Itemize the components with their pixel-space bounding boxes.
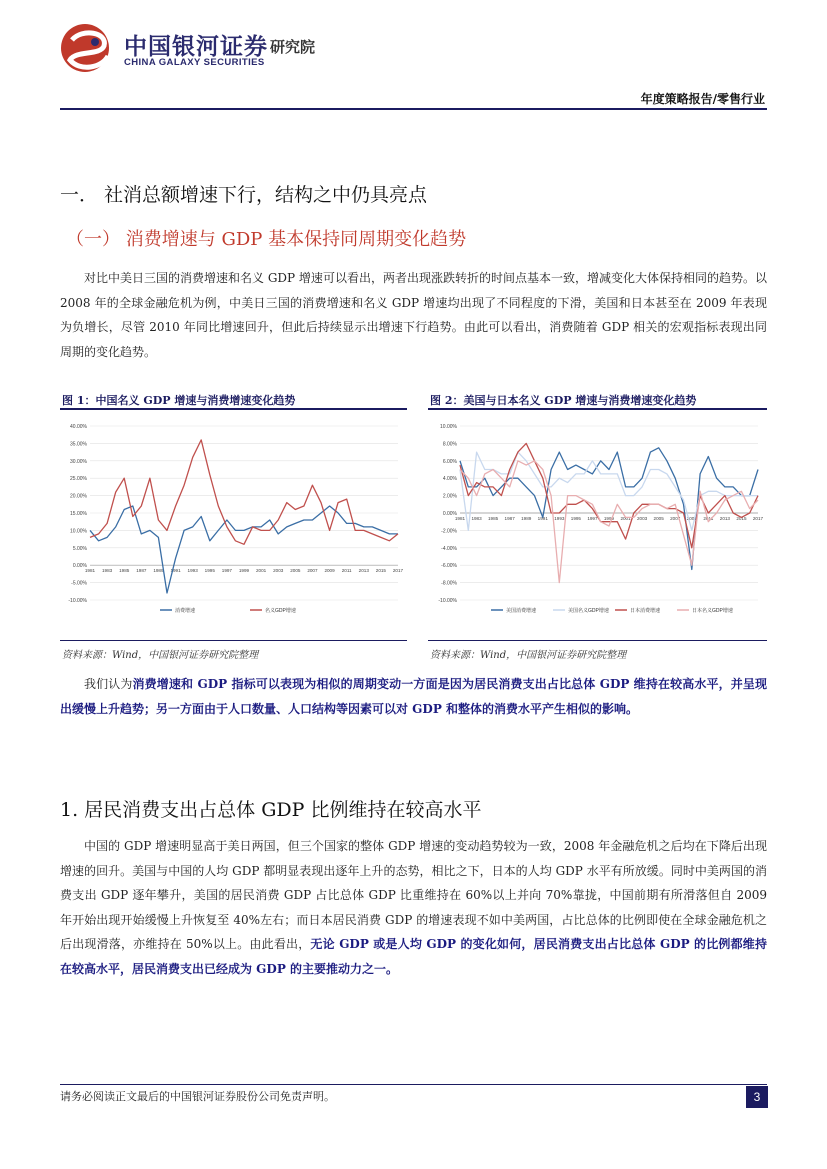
x-tick-label: 1989 xyxy=(521,516,532,521)
x-tick-label: 2007 xyxy=(670,516,681,521)
y-tick-label: 4.00% xyxy=(442,476,457,483)
body-paragraph-2 xyxy=(60,672,767,721)
y-tick-label: 5.00% xyxy=(72,545,87,552)
x-tick-label: 1983 xyxy=(101,568,113,574)
y-tick-label: 35.00% xyxy=(70,441,87,448)
x-tick-label: 2017 xyxy=(392,568,404,574)
subsection-heading: （一） 消费增速与 GDP 基本保持同周期变化趋势 xyxy=(66,229,467,250)
x-tick-label: 2005 xyxy=(290,568,301,574)
y-tick-label: -2.00% xyxy=(441,528,457,535)
logo-en-name: CHINA GALAXY SECURITIES xyxy=(124,57,265,68)
logo-cn-name: 中国银河证券 xyxy=(124,34,268,60)
y-tick-label: -10.00% xyxy=(68,598,87,604)
legend-label: 消费增速 xyxy=(175,608,196,614)
chart-2 xyxy=(428,412,767,640)
y-tick-label: 10.00% xyxy=(70,528,87,535)
y-tick-label: 25.00% xyxy=(70,476,87,483)
legend-label: 名义GDP增速 xyxy=(265,608,296,614)
x-tick-label: 1991 xyxy=(170,568,181,574)
logo-institute: 研究院 xyxy=(270,38,316,56)
figure-2-top-rule xyxy=(428,408,767,410)
y-tick-label: 0.00% xyxy=(442,511,457,517)
x-tick-label: 2007 xyxy=(307,568,318,574)
y-tick-label: 2.00% xyxy=(442,493,457,500)
x-tick-label: 1997 xyxy=(221,568,233,574)
y-tick-label: 6.00% xyxy=(442,458,457,465)
y-tick-label: 15.00% xyxy=(70,511,87,517)
chart-1 xyxy=(60,412,407,640)
y-tick-label: -10.00% xyxy=(438,598,457,604)
x-tick-label: 1987 xyxy=(136,568,147,574)
body-paragraph-1 xyxy=(60,266,767,364)
x-tick-label: 2013 xyxy=(358,568,369,574)
y-tick-label: 40.00% xyxy=(70,424,87,430)
x-tick-label: 1981 xyxy=(454,516,466,521)
report-type: 年度策略报告/零售行业 xyxy=(640,92,765,106)
x-tick-label: 1995 xyxy=(570,516,582,521)
x-tick-label: 1999 xyxy=(238,568,250,574)
paragraph-highlight: 无论 GDP 或是人均 GDP 的变化如何，居民消费支出占比总体 GDP 的比例都维持在较高水平，居民消费支出已经成为 GDP 的主要推动力之一。 xyxy=(60,937,767,976)
figure-2-source: 资料来源：Wind，中国银河证券研究院整理 xyxy=(430,650,627,661)
section-2-heading: 1. 居民消费支出占总体 GDP 比例维持在较高水平 xyxy=(60,799,482,821)
section-heading: 一． 社消总额增速下行，结构之中仍具亮点 xyxy=(60,184,428,206)
body-paragraph-3 xyxy=(60,834,767,981)
footer-disclaimer: 请务必阅读正文最后的中国银河证券股份公司免责声明。 xyxy=(60,1090,335,1103)
x-tick-label: 2011 xyxy=(341,568,352,574)
y-tick-label: -5.00% xyxy=(71,580,87,587)
y-tick-label: 30.00% xyxy=(70,458,87,465)
x-tick-label: 1985 xyxy=(119,568,130,574)
x-tick-label: 1983 xyxy=(471,516,482,521)
y-tick-label: 0.00% xyxy=(72,563,87,570)
paragraph-text: 对比中美日三国的消费增速和名义 GDP 增速可以看出，两者出现涨跌转折的时间点基本一致，增减变化大体保持相同的趋势。以 2008 年的全球金融危机为例，中美日三国的消费增速和名义 GDP 增速均出现了不同程度的下滑，美国和日本甚至在 2009 年表现为负增长，尽管 2010 年同比增速回升，但此后持续显示出增速下行趋势。由此可以看出，消费随着 GDP 相关的宏观指标表现出同周期的变化趋势。 xyxy=(60,271,767,359)
x-tick-label: 1995 xyxy=(204,568,215,574)
x-tick-label: 2015 xyxy=(736,516,747,521)
figure-2-title: 图 2：美国与日本名义 GDP 增速与消费增速变化趋势 xyxy=(430,394,697,407)
figure-1-title: 图 1：中国名义 GDP 增速与消费增速变化趋势 xyxy=(62,394,296,407)
paragraph-text: 中国的 GDP 增速明显高于美日两国，但三个国家的整体 GDP 增速的变动趋势较为一致，2008 年金融危机之后均在下降后出现增速的回升。美国与中国的人均 GDP 都明显表现出逐年上升的态势，相比之下，日本的人均 GDP 水平有所放缓。同时中美两国的消费支出 GDP 逐年攀升，美国的居民消费 GDP 占比总体 GDP 比重维持在 60%以上并向 70%靠拢，中国前期有所滑落但自 2009 年开始出现开始缓慢上升恢复至 40%左右；而日本居民消费 GDP 的增速表现不如中美两国，占比总体的比例即使在全球金融危机之后出现滑落，亦维持在 50%以上。由此看出， xyxy=(60,839,767,951)
paragraph-highlight: 消费增速和 GDP 指标可以表现为相似的周期变动一方面是因为居民消费支出占比总体 GDP 维持在较高水平，并呈现出缓慢上升趋势；另一方面由于人口数量、人口结构等因素可以对 GDP 和整体的消费水平产生相似的影响。 xyxy=(60,677,767,716)
y-tick-label: 8.00% xyxy=(442,441,457,448)
legend-label: 美国名义GDP增速 xyxy=(568,608,609,614)
y-tick-label: 10.00% xyxy=(440,424,457,430)
paragraph-lead: 我们认为 xyxy=(84,677,133,691)
x-tick-label: 2005 xyxy=(653,516,664,521)
x-tick-label: 2001 xyxy=(255,568,267,574)
x-tick-label: 1987 xyxy=(504,516,515,521)
x-tick-label: 1985 xyxy=(487,516,499,521)
company-logo xyxy=(58,22,118,74)
x-tick-label: 2013 xyxy=(719,516,731,521)
figure-2-bottom-rule xyxy=(428,640,767,641)
legend-label: 日本名义GDP增速 xyxy=(692,608,733,614)
x-tick-label: 2003 xyxy=(273,568,284,574)
x-tick-label: 1991 xyxy=(537,516,548,521)
x-tick-label: 2001 xyxy=(620,516,631,521)
y-tick-label: -8.00% xyxy=(441,580,457,587)
x-tick-label: 2011 xyxy=(703,516,714,521)
figure-1-source: 资料来源：Wind，中国银河证券研究院整理 xyxy=(62,650,259,661)
figure-1-bottom-rule xyxy=(60,640,407,641)
footer-divider xyxy=(60,1084,767,1085)
x-tick-label: 2017 xyxy=(752,516,764,521)
series-line-2 xyxy=(90,440,398,544)
header-divider xyxy=(60,108,767,110)
x-tick-label: 1989 xyxy=(153,568,164,574)
x-tick-label: 2009 xyxy=(324,568,335,574)
x-tick-label: 1993 xyxy=(187,568,198,574)
x-tick-label: 2003 xyxy=(636,516,648,521)
figure-1-top-rule xyxy=(60,408,407,410)
x-tick-label: 2015 xyxy=(375,568,387,574)
x-tick-label: 1981 xyxy=(84,568,96,574)
legend-label: 美国消费增速 xyxy=(506,608,537,614)
x-tick-label: 1997 xyxy=(587,516,598,521)
y-tick-label: -4.00% xyxy=(441,545,457,552)
y-tick-label: 20.00% xyxy=(70,493,87,500)
legend-label: 日本消费增速 xyxy=(630,608,661,614)
y-tick-label: -6.00% xyxy=(441,563,457,570)
x-tick-label: 2009 xyxy=(686,516,697,521)
x-tick-label: 1999 xyxy=(603,516,615,521)
x-tick-label: 1993 xyxy=(554,516,565,521)
page-number: 3 xyxy=(746,1086,768,1108)
